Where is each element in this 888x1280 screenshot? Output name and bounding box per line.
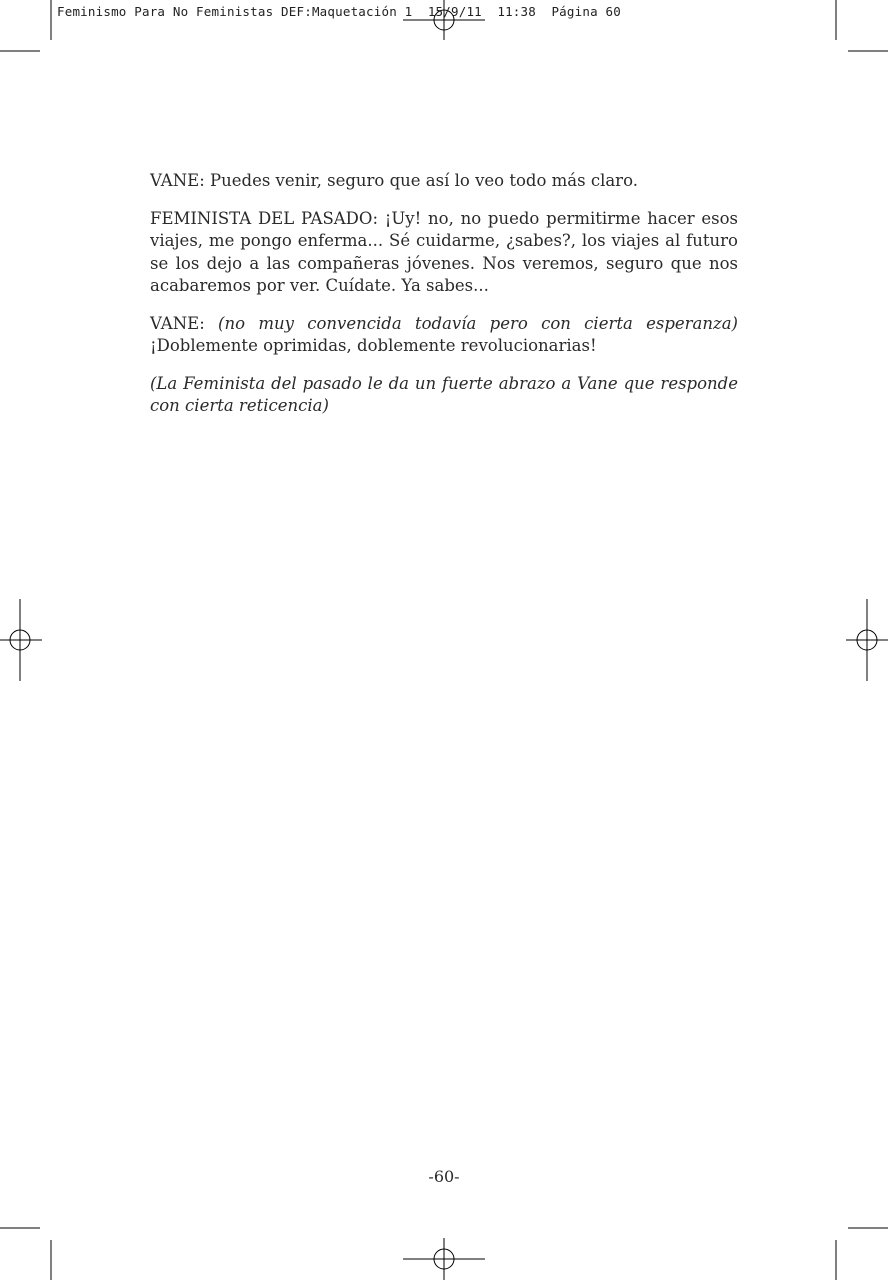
dialogue-text: Puedes venir, seguro que así lo veo todo más claro. — [204, 171, 638, 190]
dialogue-paragraph — [150, 208, 738, 298]
speaker-name: VANE: — [150, 171, 205, 190]
dialogue-text: : ¡Uy! no, no puedo permitirme hacer esos viajes, me pongo enferma... Sé cuidarme, ¿sabes?, los viajes al futuro se los dejo a las compañeras jóvenes. Nos veremos, seguro que nos acabaremos por ver. Cuídate. Ya sabes... — [150, 208, 738, 295]
dialogue-text: ¡Doblemente oprimidas, doblemente revolucionarias! — [150, 336, 597, 355]
speaker-name: FEMINISTA DEL PASADO — [150, 208, 373, 228]
dialogue-paragraph — [150, 170, 738, 193]
stage-direction-paragraph: (La Feminista del pasado le da un fuerte abrazo a Vane que responde con cierta reticencia) — [150, 373, 738, 415]
page-body — [150, 170, 738, 433]
speaker-name: VANE: — [150, 313, 205, 333]
stage-direction: (no muy convencida todavía pero con cierta esperanza) — [204, 313, 738, 333]
page-number: -60- — [428, 1167, 460, 1186]
printer-slug: Feminismo Para No Feministas DEF:Maquetación 1 15/9/11 11:38 Página 60 — [57, 4, 621, 19]
dialogue-paragraph — [150, 313, 738, 358]
